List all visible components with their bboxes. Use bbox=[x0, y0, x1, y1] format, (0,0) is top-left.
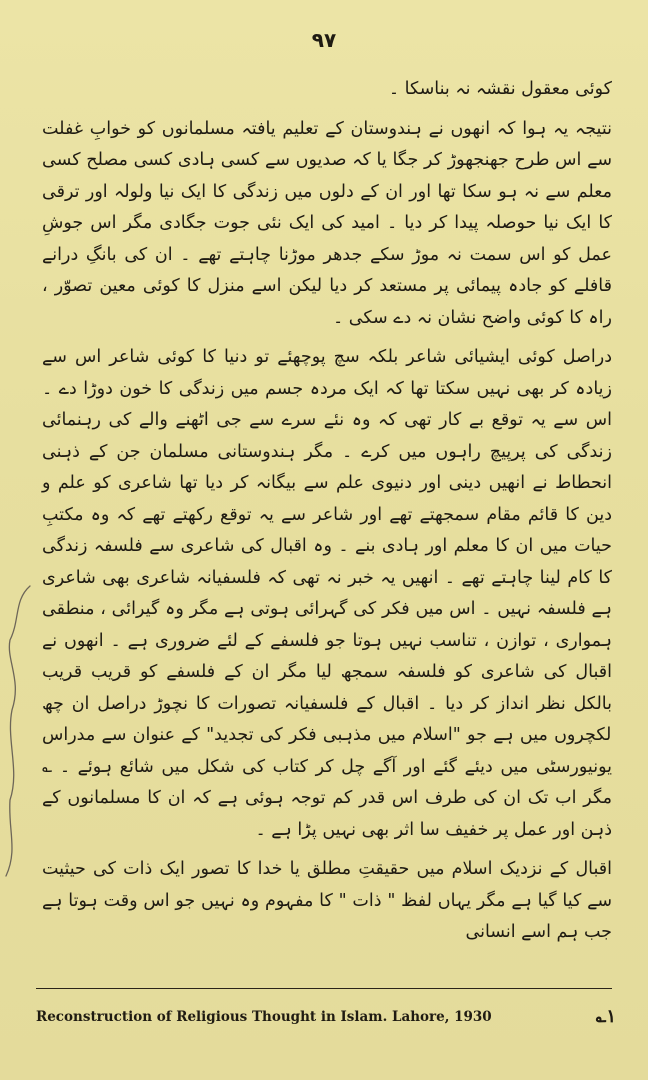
text-line: ایک نئی جوت جگادی مگر اس جوشِ عمل کو اس سمت نہ موڑ سکے جدھر موڑنا چاہتے تھے ۔ ان bbox=[42, 213, 612, 265]
text-line: مقام سمجھتے تھے اور شاعر سے یہ توقع رکھتے تھے کہ وہ مکتبِ حیات میں ان کا معلم اور ہادی bbox=[42, 504, 612, 556]
text-line: سمجھ لیا مگر ان کے فلسفے کو قریب قریب بالکل نظر انداز کر دیا ۔ اقبال کے فلسفیانہ تصورات کا bbox=[42, 662, 613, 714]
text-line: یونیورسٹی میں دیئے گئے اور آگے چل کر کتاب کی شکل میں شائع ہوئے ۔ ؎ مگر اب تک ان کی طرف bbox=[42, 756, 612, 808]
paragraph-3 bbox=[42, 342, 612, 846]
page-number: ۹۷ bbox=[311, 28, 337, 52]
text-line: نئے سرے سے جی اٹھنے والے کی رہنمائی زندگی کی پرپیچ راہوں میں کرے ۔ مگر ہندوستانی مسلمان bbox=[42, 410, 612, 462]
text-line: نہیں سکتا تھا کہ ایک مردہ جسم میں زندگی کا خون دوڑا دے ۔ اس سے یہ توقع بے کار تھی کہ وہ bbox=[42, 378, 612, 430]
text-line: ہے مگر یہاں لفظ " ذات " کا مفہوم وہ نہیں جو اس وقت ہوتا ہے جب ہم اسے انسانی bbox=[42, 890, 612, 942]
footnote-text: Reconstruction of Religious Thought in Islam. Lahore, 1930 bbox=[36, 1008, 492, 1025]
text-line: کی بانگِ درانے قافلے کو جادہ پیمائی پر مستعد کر دیا لیکن اسے منزل کا کوئی معین تصوّر ، راہ کا bbox=[42, 244, 612, 328]
footnote-marker: ۱؎ bbox=[595, 1006, 616, 1027]
text-line: توازن ، تناسب نہیں ہوتا جو فلسفے کے لئے ضروری ہے ۔ انھوں نے اقبال کی شاعری کو فلسفہ bbox=[42, 630, 612, 682]
text-line: شاعری بھی شاعری ہے فلسفہ نہیں ۔ اس میں فکر کی گہرائی ہوتی ہے مگر وہ گیرائی ، منطقی ہمواری ، bbox=[42, 567, 612, 651]
text-line: اس قدر کم توجہ ہوئی ہے کہ ان کا مسلمانوں کے ذہن اور عمل پر خفیف سا اثر بھی نہیں پڑا ہے ۔ bbox=[42, 788, 612, 840]
footnote-divider bbox=[36, 988, 612, 989]
text-line: بنے ۔ وہ اقبال کی شاعری سے فلسفہ زندگی کا کام لینا چاہتے تھے ۔ انھیں یہ خبر نہ تھی کہ فلسفیانہ bbox=[42, 536, 612, 588]
text-line: ان کے دلوں میں زندگی کا ایک نیا ولولہ اور ترقی کا ایک نیا حوصلہ پیدا کر دیا ۔ امید کی bbox=[42, 181, 612, 233]
text-line: جن کے ذہنی انحطاط نے انھیں دینی اور دنیوی علم سے بیگانہ کر دیا تھا شاعری کو علم و دین کا قائم bbox=[42, 441, 612, 525]
text-line: کوئی معقول نقشہ نہ بناسکا ۔ bbox=[388, 79, 612, 99]
margin-pencil-mark bbox=[0, 580, 40, 880]
text-line: دراصل کوئی ایشیائی شاعر بلکہ سچ پوچھئے تو دنیا کا کوئی شاعر اس سے زیادہ کر بھی bbox=[42, 347, 612, 399]
body-text bbox=[42, 74, 612, 949]
text-line: نتیجہ یہ ہوا کہ انھوں نے ہندوستان کے تعلیم یافتہ مسلمانوں کو خوابِ غفلت سے bbox=[42, 118, 612, 170]
text-line: اس طرح جھنجھوڑ کر جگا یا کہ صدیوں سے کسی ہادی کسی مصلح کسی معلم سے نہ ہو سکا تھا اور bbox=[42, 150, 612, 202]
paragraph-1 bbox=[42, 74, 612, 106]
text-line: اقبال کے نزدیک اسلام میں حقیقتِ مطلق یا خدا کا تصور ایک ذات کی حیثیت سے کیا گیا bbox=[42, 859, 613, 911]
text-line: کوئی واضح نشان نہ دے سکی ۔ bbox=[332, 307, 564, 328]
paragraph-4 bbox=[42, 854, 612, 949]
text-line: نچوڑ دراصل ان چھ لکچروں میں ہے جو "اسلام میں مذہبی فکر کی تجدید" کے عنوان سے مدراس bbox=[42, 693, 612, 745]
footnote bbox=[36, 1006, 616, 1027]
paragraph-2 bbox=[42, 114, 612, 335]
